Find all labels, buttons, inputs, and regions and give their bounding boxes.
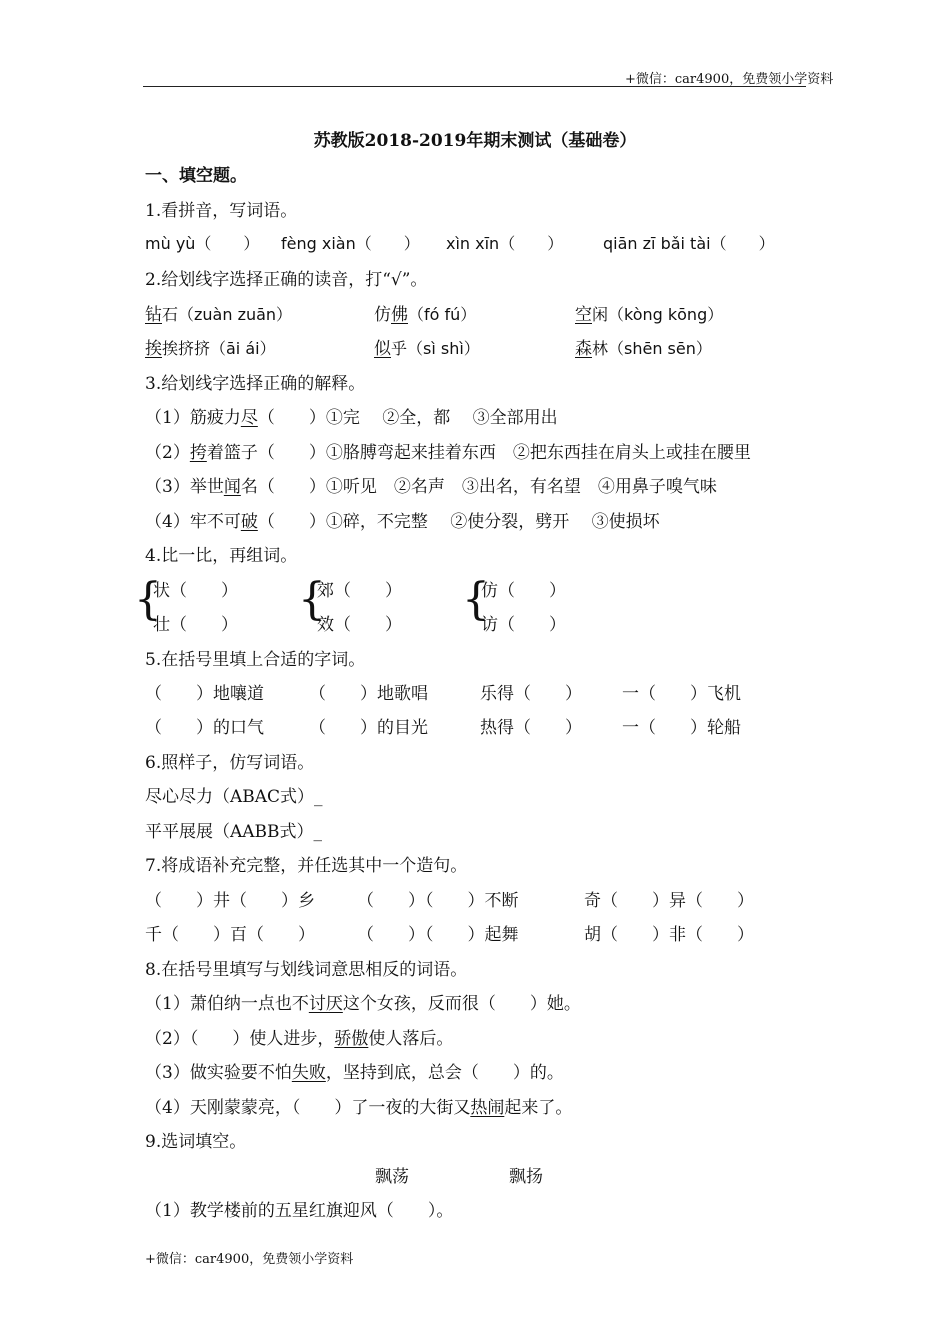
q7-item: （ ）井（ ）乡 [145, 891, 315, 911]
q5-item: （ ）地歌唱 [309, 684, 428, 704]
q8-stem: 8.在括号里填写与划线词意思相反的词语。 [145, 960, 468, 980]
q1-item: xìn xīn（ ） [446, 234, 564, 253]
q8-item: （4）天刚蒙蒙亮，（ ）了一夜的大街又热闹起来了。 [145, 1098, 573, 1118]
q5-item: 一（ ）飞机 [622, 684, 741, 704]
q5-stem: 5.在括号里填上合适的字词。 [145, 650, 366, 670]
brace-icon: { [298, 574, 326, 625]
q6-item: 平平展展（AABB式）_ [145, 822, 323, 842]
q2-option: 仿佛（fó fú） [374, 305, 477, 325]
q5-item: （ ）地嚷道 [145, 684, 264, 704]
page-title: 苏教版2018-2019年期末测试（基础卷） [313, 131, 637, 151]
q3-item: （4）牢不可破（ ）①碎，不完整 ②使分裂，劈开 ③使损坏 [145, 512, 660, 532]
q7-item: 千（ ）百（ ） [145, 925, 315, 945]
q2-stem: 2.给划线字选择正确的读音，打“√”。 [145, 270, 428, 290]
q3-item: （3）举世闻名（ ）①听见 ②名声 ③出名，有名望 ④用鼻子嗅气味 [145, 477, 717, 497]
q2-option: 森林（shēn sēn） [575, 339, 712, 359]
q8-item: （3）做实验要不怕失败，坚持到底，总会（ ）的。 [145, 1063, 564, 1083]
q5-item: （ ）的目光 [309, 718, 428, 738]
q1-stem: 1.看拼音，写词语。 [145, 201, 298, 221]
q8-item: （1）萧伯纳一点也不讨厌这个女孩，反而很（ ）她。 [145, 994, 581, 1014]
q1-item: qiān zī bǎi tài（ ） [603, 234, 775, 253]
q9-stem: 9.选词填空。 [145, 1132, 247, 1152]
q4-stem: 4.比一比，再组词。 [145, 546, 298, 566]
q5-item: 一（ ）轮船 [622, 718, 741, 738]
q4-item: 壮（ ） [153, 615, 238, 635]
q3-item: （2）挎着篮子（ ）①胳膊弯起来挂着东西 ②把东西挂在肩头上或挂在腰里 [145, 443, 751, 463]
q5-item: 乐得（ ） [480, 684, 582, 704]
q2-option: 空闲（kòng kōng） [575, 305, 724, 325]
brace-icon: { [462, 574, 490, 625]
footer-text: +微信：car4900，免费领小学资料 [145, 1252, 354, 1267]
q7-item: 奇（ ）异（ ） [584, 891, 754, 911]
q7-item: 胡（ ）非（ ） [584, 925, 754, 945]
q9-item: （1）教学楼前的五星红旗迎风（ ）。 [145, 1201, 454, 1221]
q2-option: 似乎（sì shì） [374, 339, 480, 359]
q7-item: （ ）（ ）不断 [357, 891, 519, 911]
q5-item: 热得（ ） [480, 718, 582, 738]
q4-item: 状（ ） [153, 581, 238, 601]
q9-word: 飘荡 [375, 1167, 409, 1187]
q3-item: （1）筋疲力尽（ ）①完 ②全，都 ③全部用出 [145, 408, 558, 428]
q5-item: （ ）的口气 [145, 718, 264, 738]
q4-item: 访（ ） [481, 615, 566, 635]
q7-item: （ ）（ ）起舞 [357, 925, 519, 945]
q7-stem: 7.将成语补充完整，并任选其中一个造句。 [145, 856, 468, 876]
q2-option: 钻石（zuàn zuān） [145, 305, 293, 325]
q1-item: mù yù（ ） [145, 234, 260, 253]
q3-stem: 3.给划线字选择正确的解释。 [145, 374, 366, 394]
q4-item: 仿（ ） [481, 581, 566, 601]
q4-item: 效（ ） [317, 615, 402, 635]
q1-item: fèng xiàn（ ） [281, 234, 420, 253]
q9-word: 飘扬 [509, 1167, 543, 1187]
q6-item: 尽心尽力（ABAC式）_ [145, 787, 323, 807]
section-heading: 一、填空题。 [145, 166, 247, 186]
header-divider [143, 86, 806, 87]
brace-icon: { [134, 574, 162, 625]
q2-option: 挨挨挤挤（āi ái） [145, 339, 276, 359]
q6-stem: 6.照样子，仿写词语。 [145, 753, 315, 773]
q4-item: 郊（ ） [317, 581, 402, 601]
header-text: +微信：car4900，免费领小学资料 [625, 72, 834, 87]
q8-item: （2）（ ）使人进步，骄傲使人落后。 [145, 1029, 454, 1049]
